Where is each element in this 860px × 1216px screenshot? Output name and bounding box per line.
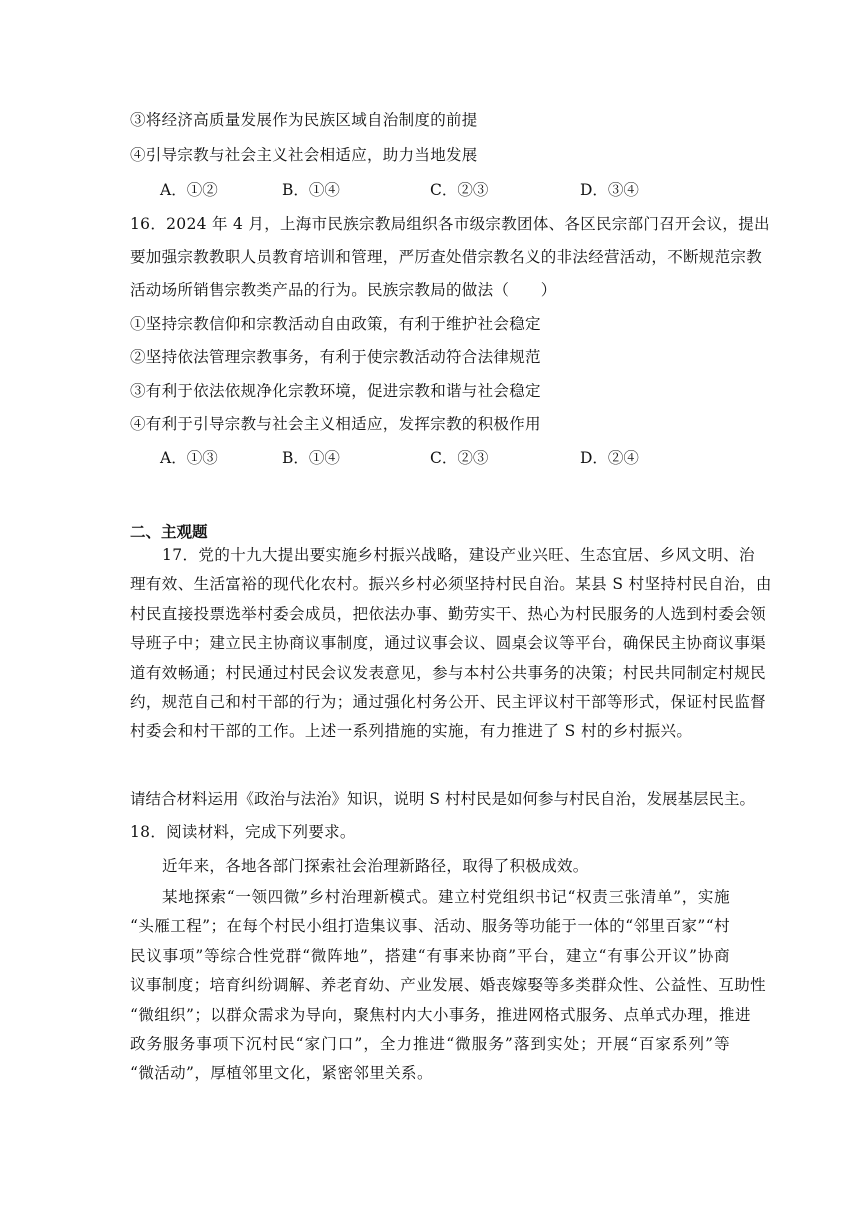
q16-item-4: ④有利于引导宗教与社会主义相适应，发挥宗教的积极作用 [130,415,541,433]
q17-line-1: 17．党的十九大提出要实施乡村振兴战略，建设产业兴旺、生态宜居、乡风文明、治 [162,546,755,564]
q18-stem: 18．阅读材料，完成下列要求。 [130,823,356,841]
q15-item-4: ④引导宗教与社会主义社会相适应，助力当地发展 [130,146,478,164]
q15-option-c[interactable]: C．②③ [430,181,489,199]
q16-stem-line-2: 要加强宗教教职人员教育培训和管理，严厉查处借宗教名义的非法经营活动，不断规范宗教 [130,248,763,266]
q16-option-a[interactable]: A．①③ [160,449,218,467]
q18-intro: 近年来，各地各部门探索社会治理新路径，取得了积极成效。 [162,857,589,875]
q17-line-5: 道有效畅通；村民通过村民会议发表意见，参与本村公共事务的决策；村民共同制定村规民 [130,663,767,682]
q18-line-4: 议事制度；培育纠纷调解、养老育幼、产业发展、婚丧嫁娶等多类群众性、公益性、互助性 [130,976,767,995]
q16-item-2: ②坚持依法管理宗教事务，有利于使宗教活动符合法律规范 [130,348,541,366]
q18-paragraph [130,883,767,1089]
q18-line-6: 政务服务事项下沉村民“家门口”，全力推进“微服务”落到实处；开展“百家系列”等 [130,1034,730,1053]
q17-question: 请结合材料运用《政治与法治》知识，说明 S 村村民是如何参与村民自治，发展基层民主。 [130,790,755,808]
q17-line-4: 导班子中；建立民主协商议事制度，通过议事会议、圆桌会议等平台，确保民主协商议事渠 [130,634,767,653]
q16-item-3: ③有利于依法依规净化宗教环境，促进宗教和谐与社会稳定 [130,382,541,400]
q16-option-c[interactable]: C．②③ [430,449,489,467]
q17-line-6: 约，规范自己和村干部的行为；通过强化村务公开、民主评议村干部等形式，保证村民监督 [130,692,767,711]
q16-stem-line-1: 16．2024 年 4 月，上海市民族宗教局组织各市级宗教团体、各区民宗部门召开会议，提出 [130,215,770,233]
q17-line-3: 村民直接投票选举村委会成员，把依法办事、勤劳实干、热心为村民服务的人选到村委会领 [130,604,767,623]
q17-line-7: 村委会和村干部的工作。上述一系列措施的实施，有力推进了 S 村的乡村振兴。 [130,722,693,741]
q16-item-1: ①坚持宗教信仰和宗教活动自由政策，有利于维护社会稳定 [130,315,541,333]
section-title: 二、主观题 [130,522,208,541]
q16-option-b[interactable]: B．①④ [282,449,340,467]
q17-paragraph [130,541,772,747]
q18-line-1: 某地探索“一领四微”乡村治理新模式。建立村党组织书记“权责三张清单”，实施 [162,888,730,906]
q15-option-b[interactable]: B．①④ [282,181,340,199]
q18-line-2: “头雁工程”；在每个村民小组打造集议事、活动、服务等功能于一体的“邻里百家”“村 [130,917,730,936]
q17-line-2: 理有效、生活富裕的现代化农村。振兴乡村必须坚持村民自治。某县 S 村坚持村民自治，由 [130,575,772,594]
q15-option-a[interactable]: A．①② [160,181,218,199]
q18-line-7: “微活动”，厚植邻里文化，紧密邻里关系。 [130,1064,433,1083]
q16-stem-line-3: 活动场所销售宗教类产品的行为。民族宗教局的做法（ ） [130,281,557,299]
q16-option-d[interactable]: D．②④ [580,449,639,467]
q15-option-d[interactable]: D．③④ [580,181,639,199]
q18-line-5: “微组织”；以群众需求为导向，聚焦村内大小事务，推进网格式服务、点单式办理，推进 [130,1005,751,1024]
q18-line-3: 民议事项”等综合性党群“微阵地”，搭建“有事来协商”平台，建立“有事公开议”协商 [130,946,730,965]
q15-item-3: ③将经济高质量发展作为民族区域自治制度的前提 [130,111,478,129]
